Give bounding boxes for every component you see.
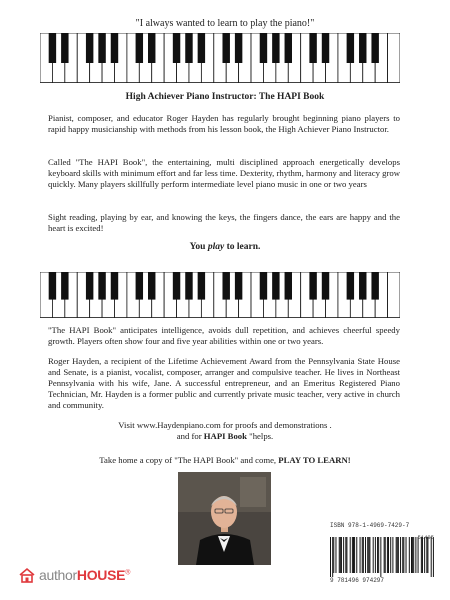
barcode-bar [330,537,331,577]
black-key [148,33,155,63]
barcode-bar [333,537,334,573]
barcode-bar [433,537,434,577]
piano-keys-graphic [40,272,400,318]
black-key [322,272,329,300]
barcode-bar [426,537,427,573]
play-to-learn-subhead: You play to learn. [189,242,261,252]
barcode-bar [356,537,357,573]
addon-code: 51495 [417,534,434,541]
black-key [111,272,118,300]
black-key [173,33,180,63]
black-key [185,33,192,63]
black-key [111,33,118,63]
barcode-bar [406,537,407,573]
black-key [285,33,292,63]
black-key [347,272,354,300]
black-key [235,272,242,300]
barcode-bar [332,537,333,577]
authorhouse-logo-icon [18,566,36,584]
barcode-bar [396,537,397,573]
black-key [359,33,366,63]
barcode-bar [421,537,422,573]
black-key [49,272,56,300]
barcode-bar [384,537,385,573]
barcode-bar [341,537,342,573]
barcode-bar [413,537,414,573]
barcode-bar [369,537,370,573]
black-key [371,33,378,63]
white-key [388,33,400,83]
excitement-paragraph: Sight reading, playing by ear, and knowing the keys, the fingers dance, the ears are happy and the heart is excited! [48,212,400,233]
barcode-bar [390,537,391,573]
black-key [222,33,229,63]
barcode-bar [335,537,336,573]
black-key [148,272,155,300]
author-portrait-graphic [178,472,271,565]
barcode-bar [388,537,389,573]
piano-keys-graphic [40,33,400,83]
barcode-bar [377,537,378,573]
black-key [136,272,143,300]
barcode-bar [385,537,386,573]
black-key [86,272,93,300]
black-key [198,272,205,300]
publisher-logo: authorHOUSE® [18,566,130,584]
barcode-bar [353,537,354,573]
black-key [98,33,105,63]
black-key [86,33,93,63]
black-key [347,33,354,63]
black-key [359,272,366,300]
barcode-bar [375,537,376,573]
barcode-bar [354,537,355,573]
black-key [185,272,192,300]
method-paragraph: Called "The HAPI Book", the entertaining, multi disciplined approach energetically develops keyboard skills with minimum effort and far less time. Dexterity, rhythm, harmony and literacy grow quickly. Many players skillfully perform intermediate level piano music in one or two years [48,157,400,189]
barcode-bar [403,537,404,573]
black-key [49,33,56,63]
barcode-bar [373,537,374,573]
barcode-bar [378,537,379,573]
top-quote: "I always wanted to learn to play the piano!" [135,18,315,29]
black-key [61,33,68,63]
black-key [260,33,267,63]
black-key [322,33,329,63]
barcode-bar [362,537,363,573]
take-home-line: Take home a copy of "The HAPI Book" and come, PLAY TO LEARN! [99,455,351,465]
isbn-barcode [330,522,434,588]
barcode-bar [345,537,346,573]
barcode-bar [409,537,410,573]
barcode-bar [387,537,388,573]
piano-keyboard-top [40,33,400,83]
black-key [272,33,279,63]
author-photo [178,472,271,565]
barcode-bar [412,537,413,573]
ean-digits: 9 781496 974297 [330,577,385,584]
black-key [235,33,242,63]
barcode-bar [398,537,399,573]
black-key [198,33,205,63]
barcode-bar [422,537,423,573]
barcode-bar [340,537,341,573]
barcode-bar [363,537,364,573]
barcode-bar [402,537,403,573]
barcode-bar [380,537,381,577]
barcode-bar [424,537,425,573]
black-key [309,272,316,300]
author-bio-paragraph: Roger Hayden, a recipient of the Lifetime Achievement Award from the Pennsylvania State House and Senate, is a pianist, vocalist, composer, arranger and compulsive teacher. He lives in Northeast Pennsylvania with his wife, Jane. A successful entrepreneur, and an Emeritus Registered Piano Technician, Mr. Hayden is a former public and currently private music teacher, very active in church and community. [48,356,400,410]
barcode-bar [392,537,393,573]
barcode-bar [360,537,361,573]
black-key [309,33,316,63]
barcode-bar [411,537,412,573]
barcode-bar [339,537,340,573]
barcode-bar [400,537,401,573]
barcode-bar [343,537,344,573]
black-key [260,272,267,300]
barcode-bar [367,537,368,573]
intro-paragraph: Pianist, composer, and educator Roger Hayden has regularly brought beginning piano players to rapid happy musicianship with methods from his lesson book, the High Achiever Piano Instructor. [48,113,400,134]
anticipates-paragraph: "The HAPI Book" anticipates intelligence, avoids dull repetition, and achieves cheerful speedy growth. Players often show four and five year abilities within one or two years. [48,325,400,346]
black-key [371,272,378,300]
barcode-bar [418,537,419,573]
book-title: High Achiever Piano Instructor: The HAPI Book [125,92,325,102]
visit-info [0,420,450,442]
barcode-bar [346,537,347,573]
black-key [222,272,229,300]
barcode-bar [350,537,351,573]
white-key [388,272,400,318]
visit-line-1: Visit www.Haydenpiano.com for proofs and demonstrations . [118,420,332,430]
barcode-bar [415,537,416,573]
isbn-label: ISBN 978-1-4969-7429-7 [330,522,410,529]
black-key [272,272,279,300]
black-key [136,33,143,63]
barcode-bar [397,537,398,573]
barcode-graphic [330,537,434,577]
barcode-bar [427,537,428,573]
visit-line-2: and for HAPI Book "helps. [176,431,274,441]
black-key [61,272,68,300]
barcode-bar [352,537,353,573]
barcode-bar [368,537,369,573]
black-key [98,272,105,300]
barcode-bar [431,537,432,577]
piano-keyboard-middle [40,272,400,318]
black-key [285,272,292,300]
black-key [173,272,180,300]
barcode-bar [365,537,366,573]
